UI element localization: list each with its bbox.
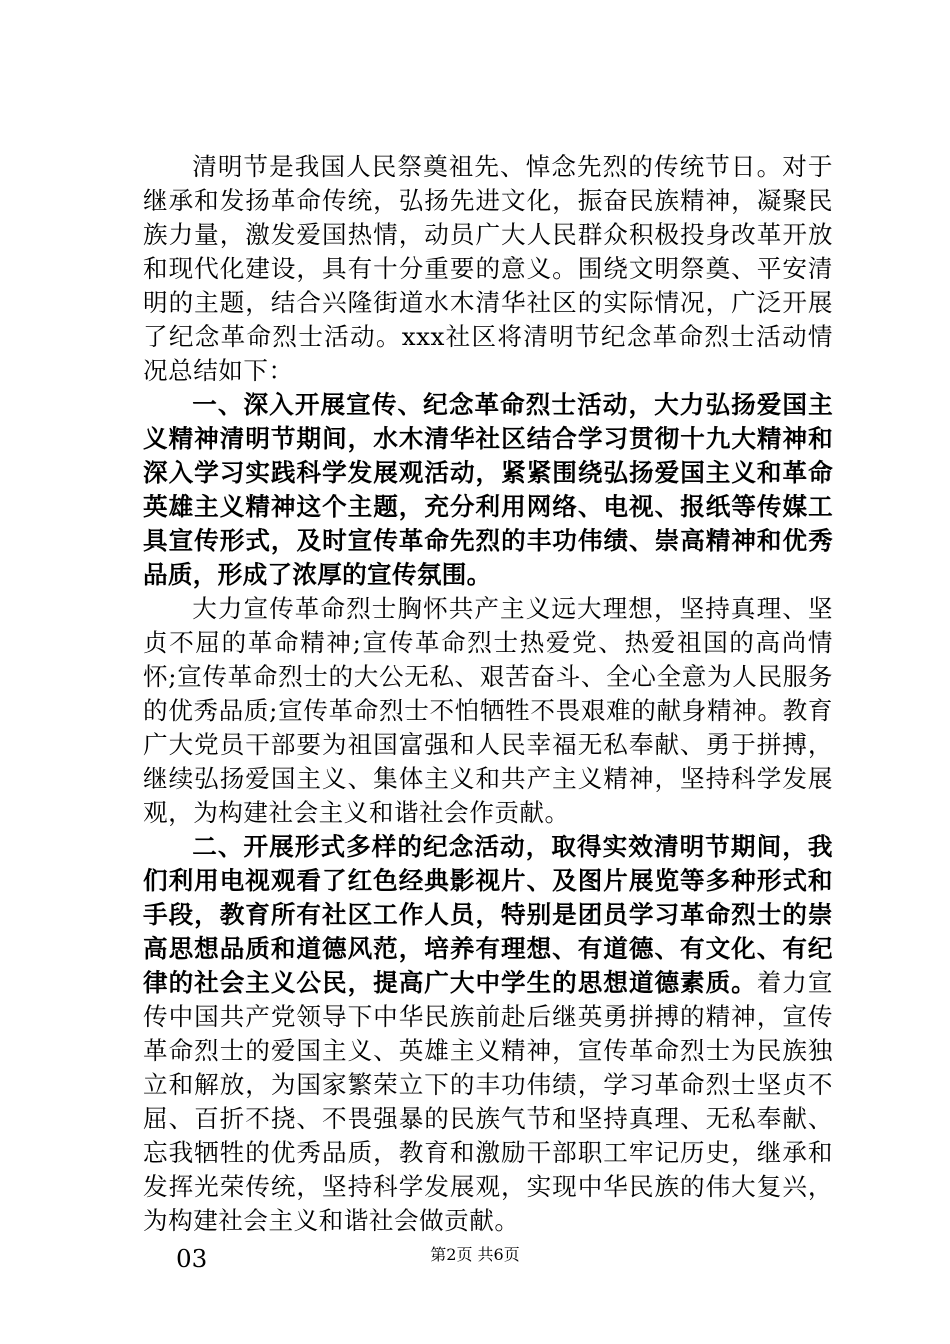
document-body [143,150,833,1276]
page-number-label: 第2页 共6页 [430,1245,520,1264]
trailing-note: 03 [176,1244,208,1273]
paragraph-section-two [143,830,833,1238]
paragraph-section-one-body: 大力宣传革命烈士胸怀共产主义远大理想，坚持真理、坚贞不屈的革命精神;宣传革命烈士热爱党、热爱祖国的高尚情怀;宣传革命烈士的大公无私、艰苦奋斗、全心全意为人民服务的优秀品质;宣传革命烈士不怕牺牲不畏艰难的献身精神。教育广大党员干部要为祖国富强和人民幸福无私奉献、勇于拼搏，继续弘扬爱国主义、集体主义和共产主义精神，坚持科学发展观，为构建社会主义和谐社会作贡献。 [143,594,833,827]
paragraph-section-two-body: 着力宣传中国共产党领导下中华民族前赴后继英勇拼搏的精神，宣传革命烈士的爱国主义、英雄主义精神，宣传革命烈士为民族独立和解放，为国家繁荣立下的丰功伟绩，学习革命烈士坚贞不屈、百折不挠、不畏强暴的民族气节和坚持真理、无私奉献、忘我牺牲的优秀品质，教育和激励干部职工牢记历史，继承和发挥光荣传统，坚持科学发展观，实现中华民族的伟大复兴，为构建社会主义和谐社会做贡献。 [143,968,833,1235]
page-footer [0,1242,950,1265]
paragraph-intro: 清明节是我国人民祭奠祖先、悼念先烈的传统节日。对于继承和发扬革命传统，弘扬先进文化，振奋民族精神，凝聚民族力量，激发爱国热情，动员广大人民群众积极投身改革开放和现代化建设，具有十分重要的意义。围绕文明祭奠、平安清明的主题，结合兴隆街道水木清华社区的实际情况，广泛开展了纪念革命烈士活动。xxx社区将清明节纪念革命烈士活动情况总结如下： [143,152,833,385]
paragraph-section-two-heading: 二、开展形式多样的纪念活动，取得实效清明节期间，我们利用电视观看了红色经典影视片、及图片展览等多种形式和手段，教育所有社区工作人员，特别是团员学习革命烈士的崇高思想品质和道德风范，培养有理想、有道德、有文化、有纪律的社会主义公民，提高广大中学生的思想道德素质。 [143,832,833,997]
paragraph-section-one-heading: 一、深入开展宣传、纪念革命烈士活动，大力弘扬爱国主义精神清明节期间，水木清华社区结合学习贯彻十九大精神和深入学习实践科学发展观活动，紧紧围绕弘扬爱国主义和革命英雄主义精神这个主题，充分利用网络、电视、报纸等传媒工具宣传形式，及时宣传革命先烈的丰功伟绩、崇高精神和优秀品质，形成了浓厚的宣传氛围。 [143,390,833,589]
